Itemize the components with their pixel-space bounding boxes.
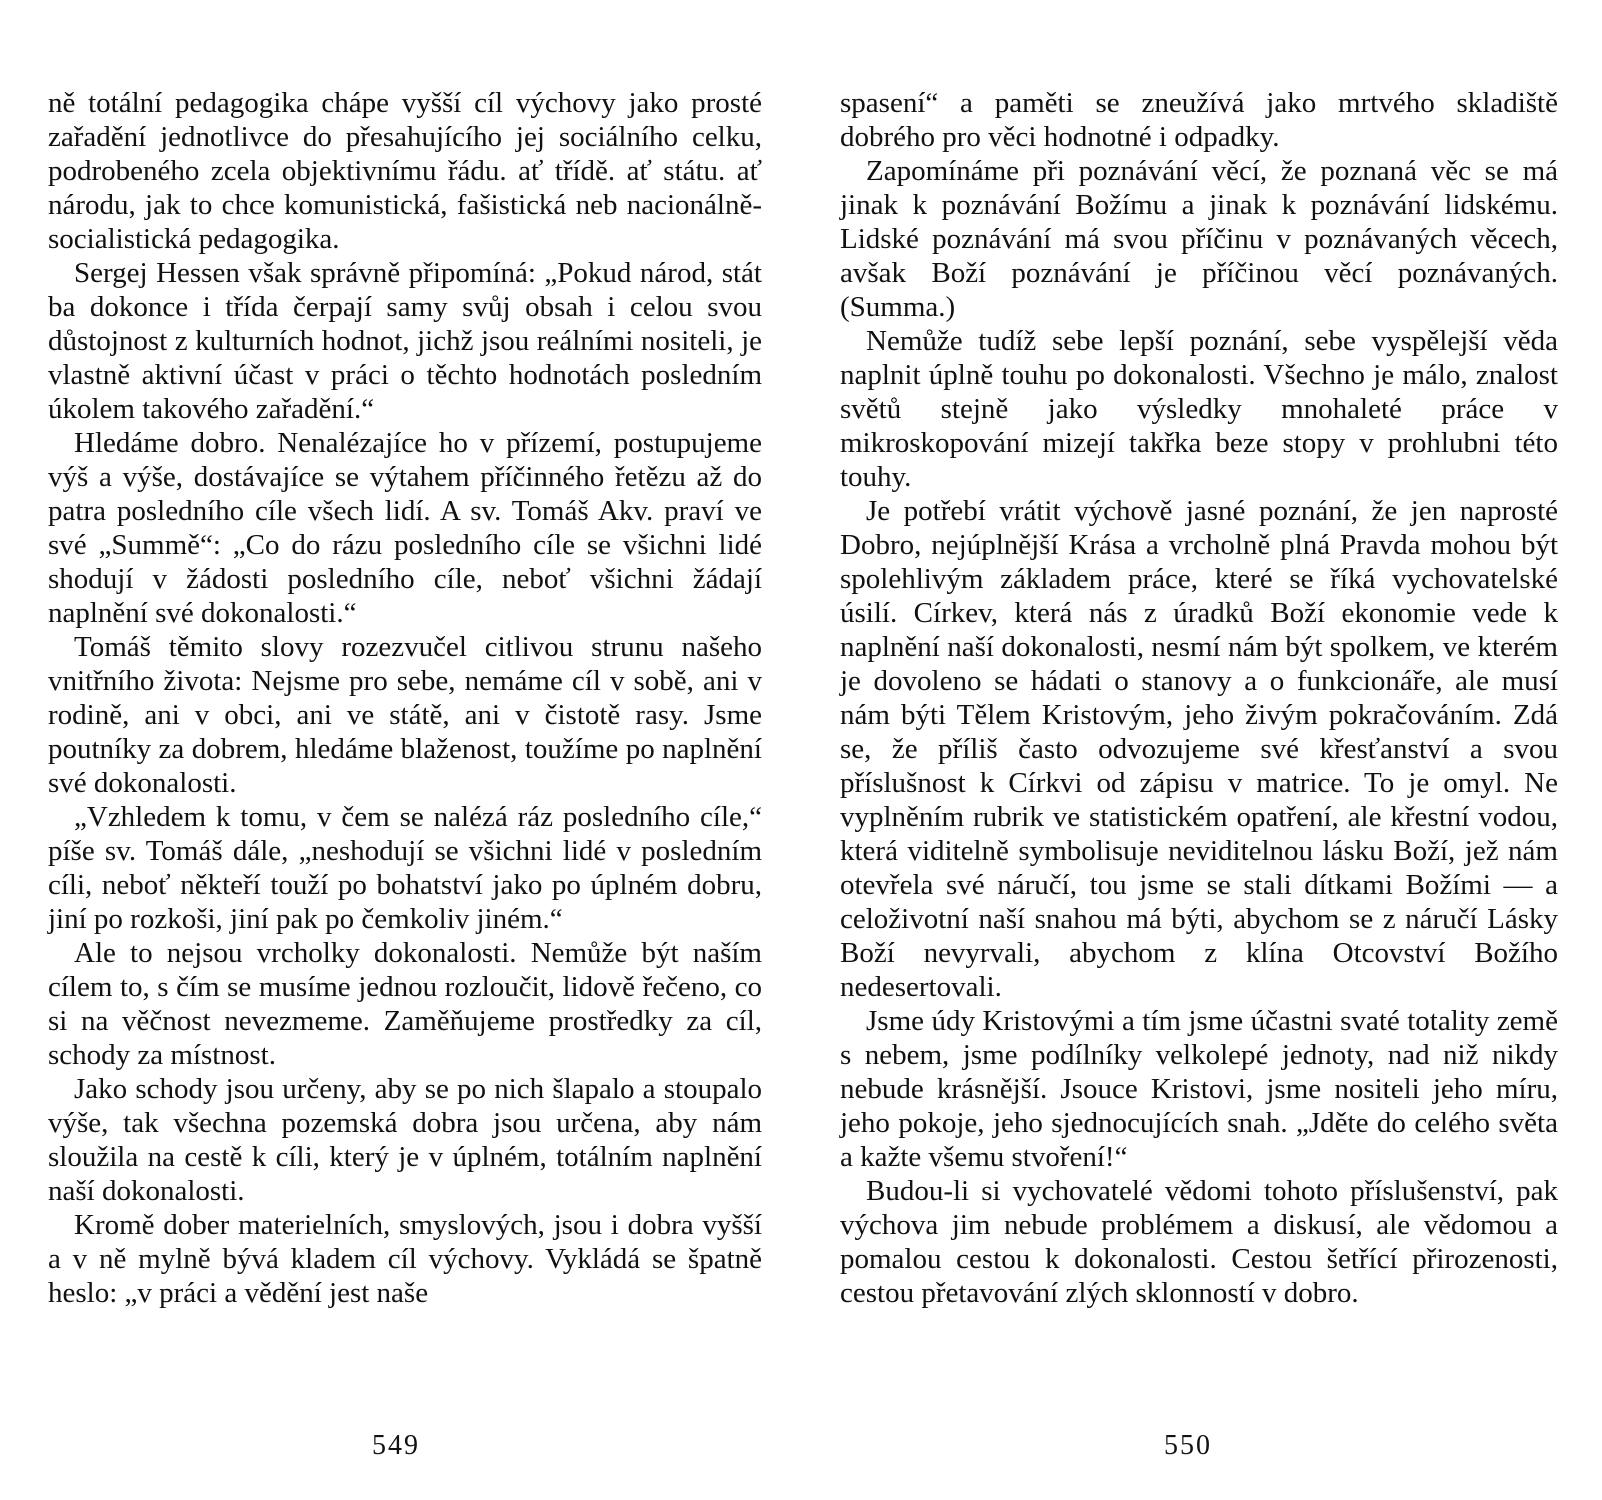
- paragraph: Je potřebí vrátit výchově jasné poznání, že jen naprosté Dobro, nejúplnější Krása a vrcholně plná Pravda mohou být spolehlivým základem práce, které se říká vychovatelské úsilí. Církev, která nás z úradků Boží ekonomie vede k naplnění naší dokonalosti, nesmí nám být spolkem, ve kterém je dovoleno se hádati o stanovy a o funkcionáře, ale musí nám býti Tělem Kristovým, jeho živým pokračováním. Zdá se, že příliš často odvozujeme své křesťanství a svou příslušnost k Církvi od zápisu v matrice. To je omyl. Ne vyplněním rubrik ve statistickém opatření, ale křestní vodou, která viditelně symbolisuje neviditelnou lásku Boží, jež nám otevřela své náručí, tou jsme se stali dítkami Božími — a celoživotní naší snahou má býti, abychom se z náručí Lásky Boží nevyrvali, abychom z klína Otcovství Božího nedesertovali.: [840, 495, 1558, 1003]
- paragraph: Jsme údy Kristovými a tím jsme účastni svaté totality země s nebem, jsme podílníky velkolepé jednoty, nad niž nikdy nebude krásnější. Jsouce Kristovi, jsme nositeli jeho míru, jeho pokoje, jeho sjednocujících snah. „Jděte do celého světa a kažte všemu stvoření!“: [840, 1005, 1558, 1173]
- page-number-left: 549: [372, 1430, 420, 1461]
- paragraph: ně totální pedagogika chápe vyšší cíl výchovy jako prosté zařadění jednotlivce do přesahujícího jej sociálního celku, podrobeného zcela objektivnímu řádu. ať třídě. ať státu. ať národu, jak to chce komunistická, fašistická neb nacionálně-socialistická pedagogika.: [48, 87, 762, 255]
- paragraph: „Vzhledem k tomu, v čem se nalézá ráz posledního cíle,“ píše sv. Tomáš dále, „neshodují se všichni lidé v posledním cíli, neboť někteří touží po bohatství jako po úplném dobru, jiní po rozkoši, jiní pak po čemkoliv jiném.“: [48, 801, 762, 935]
- paragraph: Nemůže tudíž sebe lepší poznání, sebe vyspělejší věda naplnit úplně touhu po dokonalosti. Všechno je málo, znalost světů stejně jako výsledky mnohaleté práce v mikroskopování mizejí takřka beze stopy v prohlubni této touhy.: [840, 325, 1558, 493]
- paragraph: Sergej Hessen však správně připomíná: „Pokud národ, stát ba dokonce i třída čerpají samy svůj obsah i celou svou důstojnost z kulturních hodnot, jichž jsou reálními nositeli, je vlastně aktivní účast v práci o těchto hodnotách posledním úkolem takového zařadění.“: [48, 257, 762, 425]
- paragraph: Kromě dober materielních, smyslových, jsou i dobra vyšší a v ně mylně bývá kladem cíl výchovy. Vykládá se špatně heslo: „v práci a vědění jest naše: [48, 1209, 762, 1309]
- paragraph: Budou-li si vychovatelé vědomi tohoto příslušenství, pak výchova jim nebude problémem a diskusí, ale vědomou a pomalou cestou k dokonalosti. Cestou šetřící přirozenosti, cestou přetavování zlých sklonností v dobro.: [840, 1175, 1558, 1309]
- page-number-right: 550: [1164, 1430, 1212, 1461]
- paragraph: Zapomínáme při poznávání věcí, že poznaná věc se má jinak k poznávání Božímu a jinak k poznávání lidskému. Lidské poznávání má svou příčinu v poznávaných věcech, avšak Boží poznávání je příčinou věcí poznávaných. (Summa.): [840, 155, 1558, 323]
- right-page-text: [840, 86, 1558, 1310]
- paragraph: spasení“ a paměti se zneužívá jako mrtvého skladiště dobrého pro věci hodnotné i odpadky.: [840, 87, 1558, 153]
- paragraph: Tomáš těmito slovy rozezvučel citlivou strunu našeho vnitřního života: Nejsme pro sebe, nemáme cíl v sobě, ani v rodině, ani v obci, ani ve státě, ani v čistotě rasy. Jsme poutníky za dobrem, hledáme blaženost, toužíme po naplnění své dokonalosti.: [48, 631, 762, 799]
- paragraph: Ale to nejsou vrcholky dokonalosti. Nemůže být naším cílem to, s čím se musíme jednou rozloučit, lidově řečeno, co si na věčnost nevezmeme. Zaměňujeme prostředky za cíl, schody za místnost.: [48, 937, 762, 1071]
- paragraph: Jako schody jsou určeny, aby se po nich šlapalo a stoupalo výše, tak všechna pozemská dobra jsou určena, aby nám sloužila na cestě k cíli, který je v úplném, totálním naplnění naší dokonalosti.: [48, 1073, 762, 1207]
- paragraph: Hledáme dobro. Nenalézajíce ho v přízemí, postupujeme výš a výše, dostávajíce se výtahem příčinného řetězu až do patra posledního cíle všech lidí. A sv. Tomáš Akv. praví ve své „Summě“: „Co do rázu posledního cíle se všichni lidé shodují v žádosti posledního cíle, neboť všichni žádají naplnění své dokonalosti.“: [48, 427, 762, 629]
- left-page-text: [48, 86, 762, 1310]
